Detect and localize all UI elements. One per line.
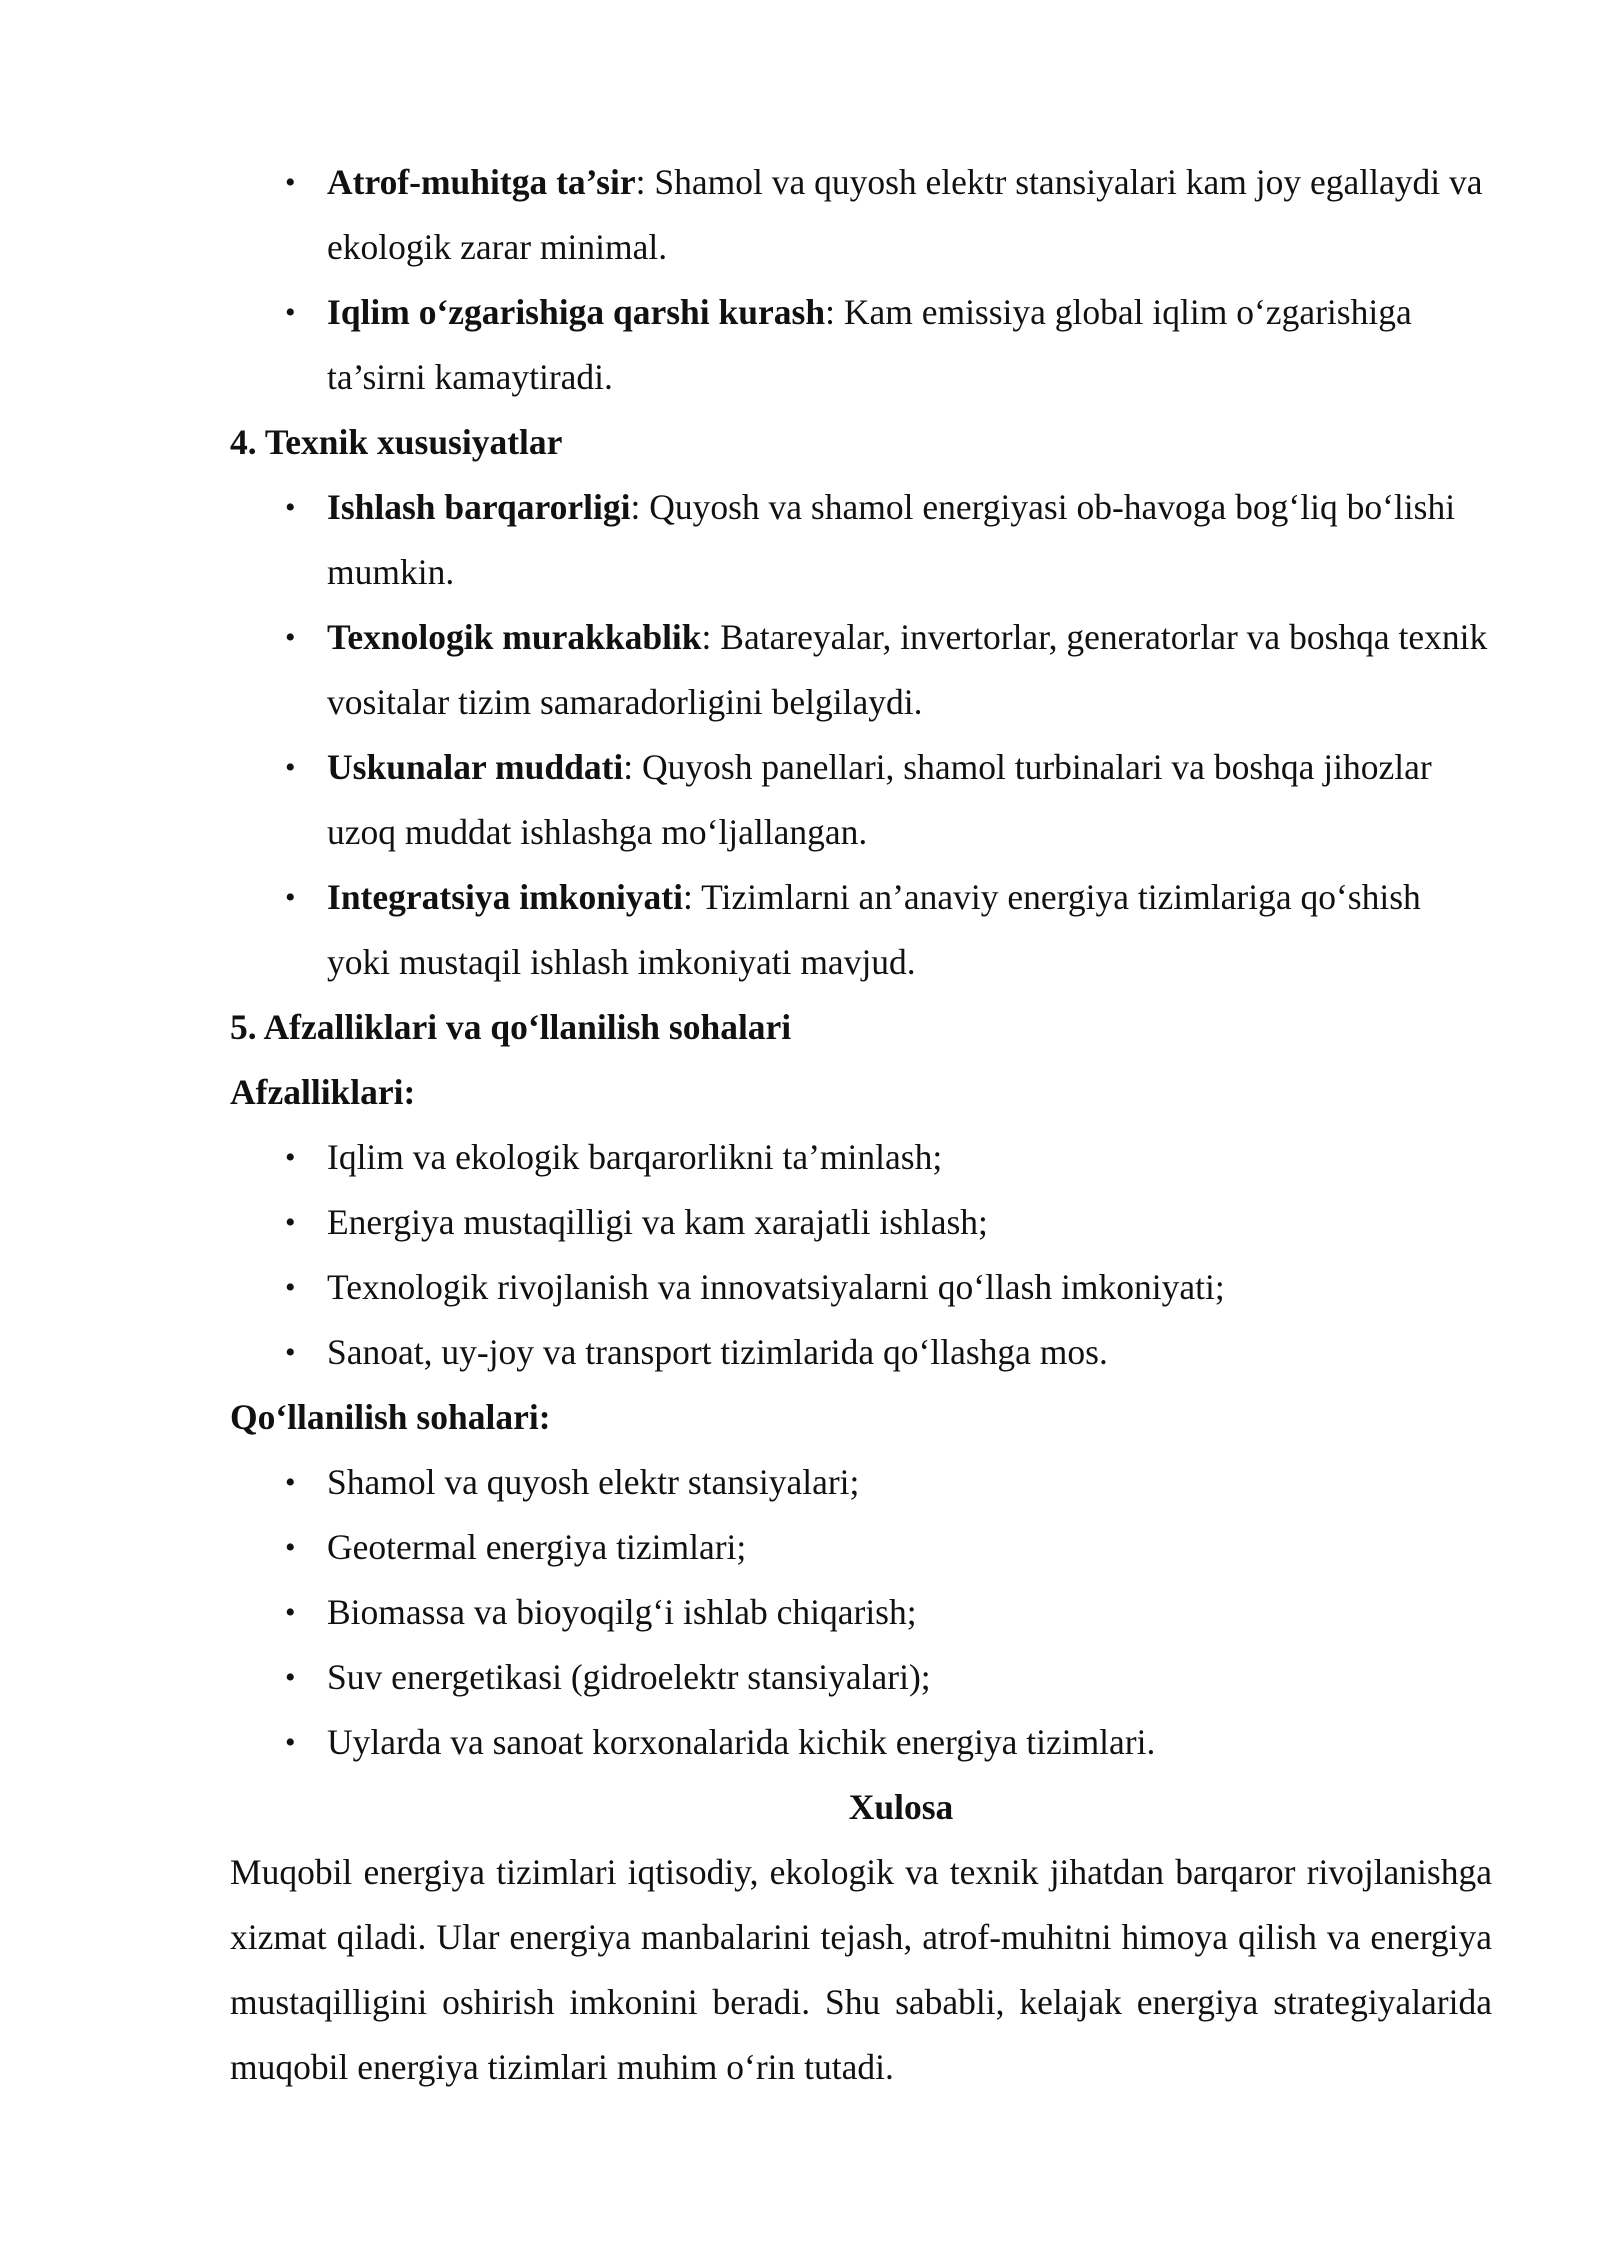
- subheading-advantages: Afzalliklari:: [230, 1072, 416, 1112]
- list-item: [230, 605, 1492, 735]
- bullet-icon: •: [285, 1661, 296, 1694]
- list-item-text: : Quyosh va shamol energiyasi ob-havoga bog‘liq bo‘lishi mumkin.: [327, 487, 1456, 592]
- list-item-term: Atrof-muhitga ta’sir: [327, 162, 636, 202]
- bullet-icon: •: [285, 491, 296, 524]
- section-heading-advantages-applications: 5. Afzalliklari va qo‘llanilish sohalari: [230, 1007, 792, 1047]
- list-item-text: Sanoat, uy-joy va transport tizimlarida qo‘llashga mos.: [327, 1332, 1108, 1372]
- list-item: [230, 1255, 1492, 1320]
- bullet-icon: •: [285, 1141, 296, 1174]
- list-item: [230, 280, 1492, 410]
- list-item-term: Iqlim o‘zgarishiga qarshi kurash: [327, 292, 826, 332]
- list-item-term: Integratsiya imkoniyati: [327, 877, 683, 917]
- list-item: [230, 1515, 1492, 1580]
- list-item: [230, 150, 1492, 280]
- list-item-term: Texnologik murakkablik: [327, 617, 702, 657]
- list-item-text: Texnologik rivojlanish va innovatsiyalarni qo‘llash imkoniyati;: [327, 1267, 1225, 1307]
- list-item: [230, 1645, 1492, 1710]
- bullet-icon: •: [285, 1726, 296, 1759]
- list-item-term: Uskunalar muddati: [327, 747, 624, 787]
- list-item-text: Iqlim va ekologik barqarorlikni ta’minlash;: [327, 1137, 943, 1177]
- list-item: [230, 1710, 1492, 1775]
- list-item: [230, 735, 1492, 865]
- list-item-text: Geotermal energiya tizimlari;: [327, 1527, 747, 1567]
- list-applications: [230, 1450, 1492, 1775]
- list-item-term: Ishlash barqarorligi: [327, 487, 631, 527]
- list-item: [230, 1580, 1492, 1645]
- document-page: [230, 150, 1492, 2100]
- bullet-icon: •: [285, 1596, 296, 1629]
- list-technical: [230, 475, 1492, 995]
- list-item-text: Suv energetikasi (gidroelektr stansiyalari);: [327, 1657, 931, 1697]
- list-item-text: : Batareyalar, invertorlar, generatorlar va boshqa texnik vositalar tizim samaradorligini belgilaydi.: [327, 617, 1488, 722]
- list-advantages: [230, 1125, 1492, 1385]
- bullet-icon: •: [285, 166, 296, 199]
- bullet-icon: •: [285, 1336, 296, 1369]
- list-item: [230, 1125, 1492, 1190]
- list-item: [230, 1190, 1492, 1255]
- bullet-icon: •: [285, 1206, 296, 1239]
- bullet-icon: •: [285, 1271, 296, 1304]
- bullet-icon: •: [285, 1531, 296, 1564]
- conclusion-heading: Xulosa: [848, 1787, 954, 1827]
- list-item-text: : Kam emissiya global iqlim o‘zgarishiga ta’sirni kamaytiradi.: [327, 292, 1412, 397]
- bullet-icon: •: [285, 881, 296, 914]
- subheading-applications: Qo‘llanilish sohalari:: [230, 1397, 551, 1437]
- list-item-text: Biomassa va bioyoqilg‘i ishlab chiqarish;: [327, 1592, 917, 1632]
- list-environment: [230, 150, 1492, 410]
- bullet-icon: •: [285, 621, 296, 654]
- list-item: [230, 475, 1492, 605]
- list-item: [230, 865, 1492, 995]
- list-item-text: Uylarda va sanoat korxonalarida kichik energiya tizimlari.: [327, 1722, 1156, 1762]
- section-heading-technical: 4. Texnik xususiyatlar: [230, 422, 563, 462]
- list-item-text: : Quyosh panellari, shamol turbinalari va boshqa jihozlar uzoq muddat ishlashga mo‘ljallangan.: [327, 747, 1432, 852]
- list-item: [230, 1450, 1492, 1515]
- conclusion-paragraph: Muqobil energiya tizimlari iqtisodiy, ekologik va texnik jihatdan barqaror rivojlanishga xizmat qiladi. Ular energiya manbalarini tejash, atrof-muhitni himoya qilish va energiya mustaqilligini oshirish imkonini beradi. Shu sababli, kelajak energiya strategiyalarida muqobil energiya tizimlari muhim o‘rin tutadi.: [230, 1852, 1492, 2087]
- list-item-text: Energiya mustaqilligi va kam xarajatli ishlash;: [327, 1202, 988, 1242]
- list-item-text: : Shamol va quyosh elektr stansiyalari kam joy egallaydi va ekologik zarar minimal.: [327, 162, 1483, 267]
- bullet-icon: •: [285, 296, 296, 329]
- list-item-text: : Tizimlarni an’anaviy energiya tizimlariga qo‘shish yoki mustaqil ishlash imkoniyati mavjud.: [327, 877, 1421, 982]
- list-item-text: Shamol va quyosh elektr stansiyalari;: [327, 1462, 860, 1502]
- list-item: [230, 1320, 1492, 1385]
- bullet-icon: •: [285, 751, 296, 784]
- bullet-icon: •: [285, 1466, 296, 1499]
